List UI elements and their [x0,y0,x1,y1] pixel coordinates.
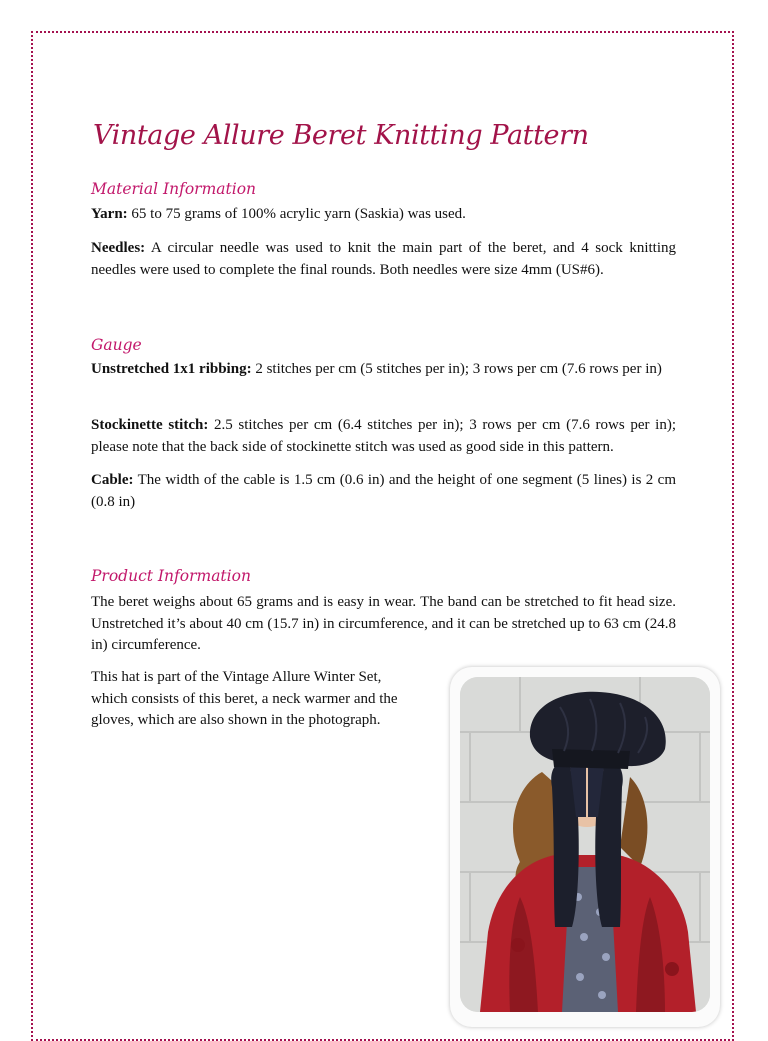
material-information-heading: Material Information [91,180,257,198]
ribbing-paragraph [91,359,676,381]
stockinette-text: 2.5 stitches per cm (6.4 stitches per in); 3 rows per cm (7.6 rows per in); please note that the back side of stockinette stitch was used as good side in this pattern. [91,417,676,455]
model-photograph-illustration [460,677,710,1012]
needles-paragraph [91,238,676,281]
gauge-heading: Gauge [91,336,142,354]
ribbing-label: Unstretched 1x1 ribbing: [91,361,252,377]
model-photograph [460,677,710,1012]
yarn-label: Yarn: [91,206,128,222]
cable-text: The width of the cable is 1.5 cm (0.6 in) and the height of one segment (5 lines) is 2 cm (0.8 in) [91,472,676,510]
photo-frame [450,667,720,1027]
cable-label: Cable: [91,472,134,488]
yarn-paragraph [91,204,676,226]
document-title: Vintage Allure Beret Knitting Pattern [93,120,589,151]
needles-text: A circular needle was used to knit the main part of the beret, and 4 sock knitting needles were used to complete the final rounds. Both needles were size 4mm (US#6). [91,240,676,278]
product-information-heading: Product Information [91,567,251,585]
winter-set-paragraph: This hat is part of the Vintage Allure Winter Set, which consists of this beret, a neck warmer and the gloves, which are also shown in the photograph. [91,669,398,728]
yarn-text: 65 to 75 grams of 100% acrylic yarn (Saskia) was used. [127,206,466,222]
cable-paragraph [91,470,676,513]
stockinette-label: Stockinette stitch: [91,417,209,433]
ribbing-text: 2 stitches per cm (5 stitches per in); 3 rows per cm (7.6 rows per in) [251,361,662,377]
needles-label: Needles: [91,240,146,256]
stockinette-paragraph [91,415,676,458]
product-paragraph: The beret weighs about 65 grams and is easy in wear. The band can be stretched to fit head size. Unstretched it’s about 40 cm (15.7 in) in circumference, and it can be stretched up to 63 cm (24.8 in) circumference. [91,594,676,653]
